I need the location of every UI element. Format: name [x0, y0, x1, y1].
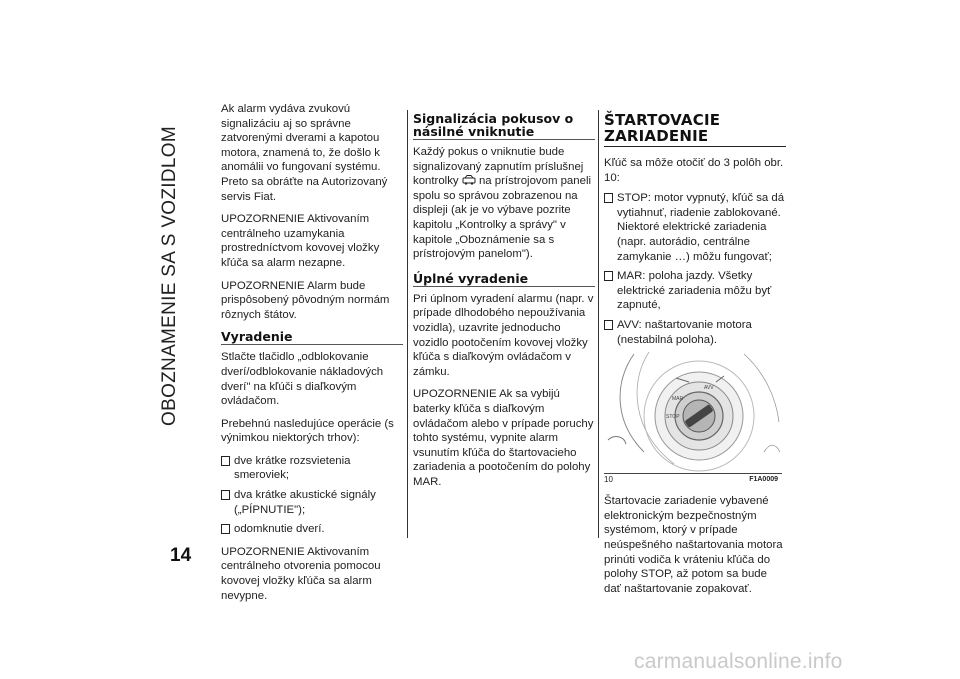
watermark: carmanualsonline.info	[634, 650, 843, 673]
checkbox-bullet-icon	[221, 456, 230, 466]
list-item	[604, 318, 786, 347]
list-item-text: dva krátke akustické signály („PÍPNUTIE");	[234, 489, 376, 516]
list-item	[221, 454, 403, 483]
ignition-switch-illustration	[604, 352, 782, 474]
chapter-title: OBOZNAMENIE SA S VOZIDLOM	[159, 126, 180, 426]
list-item	[604, 191, 786, 264]
column-3	[604, 102, 786, 604]
paragraph: Pri úplnom vyradení alarmu (napr. v prípade dlhodobého nepoužívania vozidla), uzavrite jednoducho vozidlo pootočením kovovej vložky kľúča s diaľkovým ovládačom v zámku.	[413, 292, 594, 378]
column-1	[221, 102, 403, 611]
heading-line: ZARIADENIE	[604, 127, 709, 145]
paragraph-text: Každý pokus o vniknutie bude signalizovaný zapnutím príslušnej kontrolky	[413, 146, 584, 188]
paragraph: UPOZORNENIE Aktivovaním centrálneho otvorenia pomocou kovovej vložky kľúča sa alarm nevypne.	[221, 545, 381, 602]
list-item	[221, 522, 403, 537]
column-divider	[598, 110, 599, 538]
checkbox-bullet-icon	[221, 490, 230, 500]
list-item-text: STOP: motor vypnutý, kľúč sa dá vytiahnuť, riadenie zablokované. Niektoré elektrické zariadenia (napr. autorádio, centrálne zamykanie …) môžu fungovať;	[617, 192, 785, 263]
paragraph: Stlačte tlačidlo „odblokovanie dverí/odblokovanie nákladových dverí" na kľúči s diaľkovým ovládačom.	[221, 351, 384, 408]
checkbox-bullet-icon	[604, 320, 613, 330]
figure-number: 10	[604, 474, 613, 484]
paragraph: UPOZORNENIE Aktivovaním centrálneho uzamykania prostredníctvom kovovej vložky kľúča sa alarm nezapne.	[221, 213, 380, 269]
section-heading-startovacie-zariadenie	[604, 112, 786, 147]
checkbox-bullet-icon	[604, 193, 613, 203]
figure-code: F1A0009	[749, 475, 778, 483]
page-number: 14	[170, 545, 192, 566]
alarm-warning-icon	[462, 174, 476, 185]
section-heading-uplne-vyradenie: Úplné vyradenie	[413, 272, 595, 287]
paragraph: Prebehnú nasledujúce operácie (s výnimkou niektorých trhov):	[221, 417, 394, 445]
ignition-switch-figure	[604, 352, 782, 484]
list-item-text: odomknutie dverí.	[234, 523, 325, 536]
svg-text:STOP: STOP	[666, 414, 680, 421]
list-item-text: MAR: poloha jazdy. Všetky elektrické zariadenia môžu byť zapnuté,	[617, 270, 772, 312]
column-divider	[407, 110, 408, 538]
paragraph: Kľúč sa môže otočiť do 3 polôh obr. 10:	[604, 157, 784, 184]
section-heading-signalizacia: Signalizácia pokusov o násilné vniknutie	[413, 112, 595, 140]
paragraph: UPOZORNENIE Ak sa vybijú baterky kľúča s diaľkovým ovládačom alebo v prípade poruchy tohto systému, vypnite alarm vsunutím kľúča do štartovacieho zariadenia a pootočením do polohy MAR.	[413, 388, 594, 488]
svg-text:AVV: AVV	[704, 385, 714, 392]
section-heading-vyradenie: Vyradenie	[221, 330, 403, 345]
column-2	[413, 102, 595, 497]
checkbox-bullet-icon	[221, 524, 230, 534]
paragraph-text: na prístrojovom paneli spolu so správou zobrazenou na displeji (ak je vo výbave pozrite kapitolu „Kontrolky a správy" v kapitole „Oboznámenie sa s prístrojovým panelom").	[413, 175, 592, 261]
list-item	[221, 488, 403, 517]
list-item-text: dve krátke rozsvietenia smeroviek;	[234, 454, 351, 482]
list-item	[604, 269, 786, 313]
list-item-text: AVV: naštartovanie motora (nestabilná poloha).	[617, 318, 752, 346]
heading-line: ŠTARTOVACIE	[604, 111, 721, 129]
paragraph: Ak alarm vydáva zvukovú signalizáciu aj so správne zatvorenými dverami a kapotou motora, znamená to, že došlo k anomálii vo fungovaní systému. Preto sa obráťte na Autorizovaný servis Fiat.	[221, 103, 388, 203]
paragraph	[413, 145, 595, 262]
checkbox-bullet-icon	[604, 271, 613, 281]
svg-text:MAR: MAR	[672, 396, 684, 403]
paragraph: Štartovacie zariadenie vybavené elektronickým bezpečnostným systémom, ktorý v prípade neúspešného naštartovania motora prinúti vodiča k vráteniu kľúča do polohy STOP, až potom sa bude dať naštartovanie zopakovať.	[604, 495, 783, 595]
paragraph: UPOZORNENIE Alarm bude prispôsobený pôvodným normám rôznych štátov.	[221, 279, 390, 321]
